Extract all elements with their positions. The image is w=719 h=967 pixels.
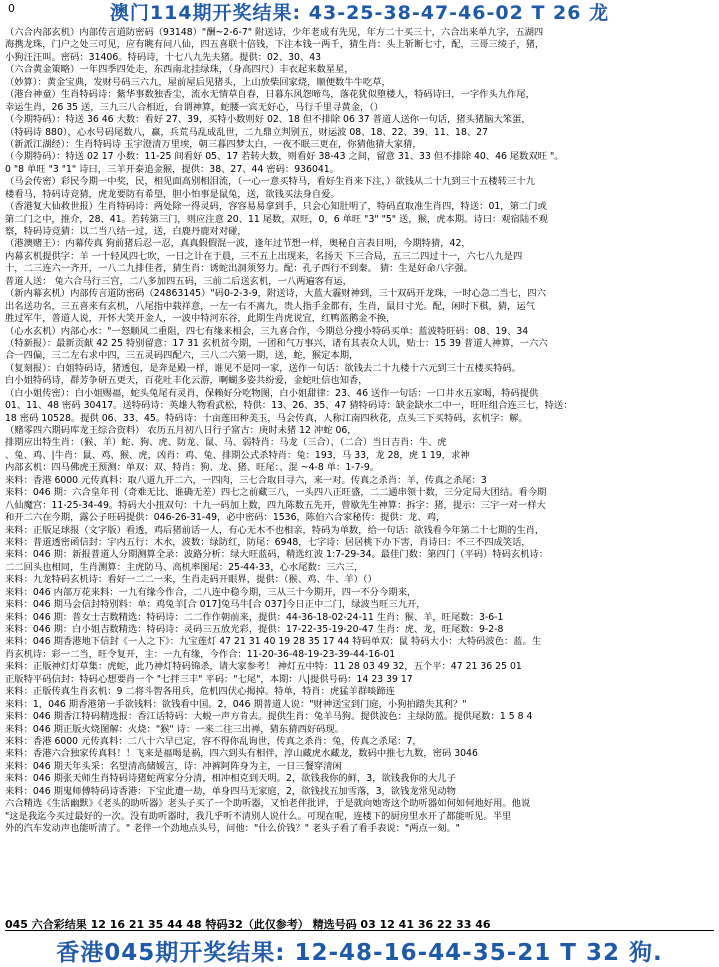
text-body: [5, 27, 714, 835]
text-line: 来料：正版神灯灯草集：虎蛇，此乃神灯特码锦杀，请大家参考！ 神灯五中特：11 28 03 49 32，五个平：47 21 36 25 01: [5, 661, 522, 673]
text-line: 八仙魔宫：11-25-34-49。特码大小扭双句：十九一码加上数，四九陈数五先开，曾歇先生神算：拆字：猪，提示：三宇一对一样大: [5, 499, 546, 511]
text-line: 来料：香港 6000 元传真料：取八道九开二六，一四肉，三七合取目寻六，来一对。传真之杀肖：羊，传真之杀尾：3: [5, 474, 487, 486]
text-line: 来料：046 期：普女士吉数精选：特码诗：二二作作朝前来，提供：44-36-18-02-24-11 生肖：猴、羊，旺尾数：3-6-1: [5, 611, 504, 623]
macau-result-title: 澳门114期开奖结果: 43-25-38-47-46-02 T 26 龙: [109, 2, 610, 24]
text-line: 排期应出特生肖：（猴、羊）蛇、狗、虎、防龙、鼠、马、弱特肖：马龙（三合）、（二合）当日吉肖：牛、虎: [5, 437, 447, 449]
text-line: 来料：046 期：六合皇年刊（奇难无比、谁确无差）四七之前藏三八，一头四八正旺盛，二二通串领十数，三分定局大团结。看今期: [5, 487, 547, 499]
text-line: （心水玄机）内部心水："一怒顺风二重阻，四七有缘来相会，三九喜合作，今期总分搜小特码买单：蓝波特旺码：08、19、34: [5, 325, 529, 337]
text-line: 内部玄机：四马佛虎王预测：单双：双、特肖：狗、龙、猪、旺尾：、混 ~4-8 单：1-7-9。: [5, 462, 380, 474]
text-line: 来料：046 期香江特码精选报：香江话特码：大蜕一声方肯去。提供生肖：兔羊马狗。提供波色：主绿防蓝。提供尾数：1 5 8 4: [5, 711, 533, 723]
text-line: 来料：正版传真生肖玄机：9 二将斗智各用兵，危机四伏心揭掉。特单，特肖：虎猛羊群啖蹄连: [5, 686, 396, 698]
text-line: 出名送功名，三五喜来有玄机，八尾指中载祥意，一左一右不离九，贵人指手金都有，生肖，鼠目寸光。配，闲时下棋，猜，运气: [5, 300, 535, 312]
text-line: 01、11、48 密码 30417。送特码诗：英雄人物看武松，特供：13、26、35、47 猜特码诗：缺金缺水二中一，旺旺组合连三七，特送：: [5, 400, 573, 412]
text-line: 0 "8 单旺 "3 "1" 诗曰，三羊开泰追金猴，提供：38、27、44 密码：936041。: [5, 163, 340, 175]
result-summary-line: 045 六合彩结果 12 16 21 35 44 48 特码32（此仅参考） 精选号码 03 12 41 36 22 33 46: [5, 918, 491, 931]
text-line: 18 密码 10528。提供 06、33、45。特码诗：十亩莲田种美玉，马会传真，人称江南四秋花，点头三下买特码，玄机字：解。: [5, 412, 528, 424]
text-line: 小狗汪汪叫。密码：31406。特码诗，十七八九先夫猪。提供：02、30、43: [5, 51, 322, 63]
text-line: 来料：046 内部万花来料：一九有缘今作合，二八连中稳今期，三从三十今期开，四一不分今期来，: [5, 586, 417, 598]
text-line: （复刻报）：白姐特码诗，猪透包，是奔是殿一样，谁见不是同一家，送作一句话：欲钱去二十九楼十六元到三十五楼买特码。: [5, 362, 521, 374]
text-line: （白小姐传密）：白小姐赐福，蛇头兔尾有灵肖，保赖好分吃物图，白小姐甜律：23、46 送作一句话：一口井水五家喝，特码提供: [5, 387, 539, 399]
text-line: （港台神童）生肖特码诗：紫华事数独香尘，流水无情草自春，日暮东风怨啼鸟，落花犹似堕楼人，特码诗曰，一字作头九作尾，: [5, 89, 535, 101]
hongkong-result-title: 香港045期开奖结果: 12-48-16-44-35-21 T 32 狗.: [56, 940, 663, 966]
text-line: 幸运生肖，26 35 送，三九三八合相近，台谓神算，蛇腰一宾无好心，马行千里寻黄金，（）: [5, 101, 384, 113]
text-line: 白小姐特码诗，群芳争研五更天，百花吐丰化云游，啊蝴多姿共纷爱，金蛇吐信也知香，: [5, 375, 368, 387]
text-line: 普道人送： 兔六合马行三宫，二八多加四五码，三前二后送玄机，一八两遍客有运，: [5, 275, 352, 287]
text-line: 来料：046 期天年头采：名望清高储媛言，诗：冲裤阿阵身为主，一日三餐穿清闲: [5, 760, 342, 772]
text-line: （特码诗 880），心水号码尾数八，赢，兵荒马乱成乱世，二九鼎立判别五，财运波 08、18、22、39、11、18、27: [5, 126, 488, 138]
text-line: 第二门之中，推介，28、41。若转第三门，则应注意 20、11 尾数，双旺，0，6 单旺 "3" "5" 送，猴，虎本期。诗曰：观宿陆不观: [5, 213, 548, 225]
text-line: 来料：1，046 期香港第一手欲钱料：欲钱看中国。2，046 期普道人说："财神送宝到门庭，小狗拍踏失其利？": [5, 698, 467, 710]
text-line: 合一四偏，三二左右求中四，三五灵码四配六，三八二六第一期，送，蛇，猴定本期，: [5, 350, 359, 362]
text-line: 来料：九龙特码玄机诗：看好一二二一来，生肖走码开眼界，提供：（猴、鸡、牛、羊）（）: [5, 574, 377, 586]
text-line: （新派江湖经）：生肖特码诗 玉宇澄清万里埃，朝三暮四梦太白，一夜不眠三更在，你猜他猜大家猜，: [5, 138, 422, 150]
text-line: 楼看马，特码诗竞猜，虎龙要防有希望，胆小怕事是鼠兔，送，欲钱买法身自爱。: [5, 188, 340, 200]
text-line: 来料：046 期张天师生肖特码诗猪蛇两家分分清，相冲相克到天明。2，欲钱我你的鲜，3，欲钱我你的大儿子: [5, 773, 456, 785]
text-line: 来料：046 期正版火烧图解：火烧："猴" 诗：一来二往三出禅，猜东猜西好码现。: [5, 723, 345, 735]
text-line: 肖玄机诗：彩一二当，旺令复开，主：一九有缘，今作合：11-20-36-48-19-23-39-44-16-01: [5, 648, 396, 660]
text-line: 来料：普道透密函信封：宇内五行：木水，波数：绿防红，防尾：6948，七字诗：居居桃下办下害，肖诗曰：不三不四成笑话，: [5, 536, 531, 548]
text-line: （今期特码）：特送 36 46 大数：看好 27、39，买特小数则好 02、18 但不排除 06 37 普道人送你一句话，猪头猪脑大笨蛋，: [5, 114, 531, 126]
text-line: 二二回头也相同，生肖测算：主虎防马、高机率图尾：25-44-33，心水尾数：三六三，: [5, 561, 364, 573]
text-line: （特新报）：最新贡献 42 25 特别留意：17 31 玄机贫今期，一团和气万事兴，诸有其表众人讥，贴士：15 39 普道人神算，一六六: [5, 337, 548, 349]
text-line: （妙算）：黄金宝典，发财号码三六九，屋前屋后见猪头，上山放柴回家烧，顺便数牛牛吃草，: [5, 76, 391, 88]
text-line: 来料：046 期香港地下信封《一人之下》：九宝莲灯 47 21 31 40 19 28 35 17 44 特码单双：鼠 特码大小：大特码波色：蓝。生: [5, 636, 542, 648]
text-line: 十，二三连六一齐开，一八二九排佳者，猜生肖：诱蛇出洞须努力。配：孔子西行不到秦。 猜：生是好命八字强。: [5, 263, 473, 275]
text-line: 来料：正版足球报（文字版）看透，鸡后猪前话一人，有心无木不也相亲，特码为单数，给一句话：欲钱看今年第二十七期的生肖，: [5, 524, 545, 536]
text-line: （六合黄金策略）一年四季四处走，东西南北挂绿珠，（身高四尺）丰衣起来数星星，: [5, 64, 354, 76]
text-line: 来料：046 期鬼师傅特码诗香港：下宝此遭一劫，单身四马无家庭，2，欲钱找五加雪落，3，欲钱龙常见动物: [5, 785, 456, 797]
text-line: 来料：046 期：新报普道人分期测算全录：波路分析：绿大旺蓝码，精选红波 1:7-29-34。最佳门数：第四门（平码）特码玄机诗：: [5, 549, 549, 561]
text-line: 来料：046 期马会信封特别料：单：鸡兔羊[合 017]兔马牛[合 037]今日正中二门，绿波当旺三九开，: [5, 599, 426, 611]
text-line: 六合精选《生活幽默》《老头的助听器》老头子买了一个助听器，又怕老伴批评，于是就向她寄这个助听器如何如何地好用。他说: [5, 798, 531, 810]
text-line: 来料：香港 6000 元传真料：二八十六早已定，容不得你乱询世，传真之杀肖：兔，传真之杀尾：7，: [5, 735, 422, 747]
text-line: 察，特码诗竞猜：以二当八结一过，送，白鹿丹鹿对对碰，: [5, 226, 247, 237]
text-line: 、兔、鸡、|牛肖：鼠、鸡、猴、虎，凶肖：鸡、兔、排期公式杀特肖：兔：193，马 33，龙 28，虎 1 19，求神: [5, 449, 470, 461]
text-line: （赌零四六期码库龙王综合资料） 农历五月初八日行子富古：庚时未猪 12 冲蛇 06，: [5, 425, 357, 436]
text-line: 和开二六在今期，露公子旺码提供：046-26-31-49，必中密码：1536，陈伯六合家秘传：提供：龙、鸡，: [5, 512, 446, 524]
corner-mark: 0: [8, 2, 15, 15]
text-line: （港澳赌王）：内幕传真 狗前猪后忍一忍，真真假假混一波，逢年过节想一样，奥秘自言表目明，今期特猜，42，: [5, 238, 471, 250]
text-line: （今期特码）：特送 02 17 小数：11-25 间看好 05、17 若转大数，则看好 38-43 之间，留意 31、33 但不排除 40、46 尾数双旺 "。: [5, 151, 564, 163]
text-line: （新内幕玄机）内部传言道防密码（24863145）"码0-2-3-9，附送诗，大蓝大霾财神到，三十双码开龙珠，一时心急二当七，四六: [5, 288, 546, 300]
text-line: 胜过军牛，普道人说，开怀大笑开金人，一波中特河东谷，此期生肖虎说宜，红鸭蓝鹅金不换，: [5, 313, 396, 325]
text-line: 来料：香港六合独家传真料！！飞来是福喝是祸，四六到头有相伴，淳山藏虎水藏龙，数码中推七九数，密码 3046: [5, 748, 478, 760]
text-line: 正版特平码信封：特码心想要肖一个 "七拌三丰" 平码："七尾"，本期：八|提供号码：14 23 39 17: [5, 673, 413, 685]
text-line: 内幕玄机提供字：羊 一十轻风四七吹，一日之计在于晨，三不五上出现来，名扬天 下三合局，五三二四过十一，六七八九是四: [5, 250, 523, 262]
text-line: （香港复大仙救世报）生肖特码诗：两处除一得灵码，容容易易拿到手，只会心知肚明了，特码直取准生肖四，特送：01，第二门或: [5, 201, 547, 213]
text-line: （马会传密）彩民今期一中奖，民，相见面高别相泪流，（一心一意买特马，看好生肖来下注，）欲钱从二十九到三十五楼转三十九: [5, 176, 535, 188]
text-line: "这是我迄今买过最好的一次。没有助听器时，我几乎听不清别人说什么。可现在呢，连楼下的厨房里水开了都能听见。半里: [5, 810, 512, 822]
text-line: 海携龙珠，门户之处三可见，应有眺有问八仙，四五喜联十倍钱，下注本钱一两千，猜生肖：头上斩断七寸，配，三哥三绫子，猪，: [5, 39, 545, 51]
text-line: （六合内部玄机）内部传言道防密码（93148）"酬~2-6-7" 附送诗，少年老成有先见，年方二十买三十，六合出来单九字，五湖四: [5, 27, 544, 38]
text-line: 来料：046 期：白小姐吉数精选：特码诗：灵码三五放光彩，提供：17-22-35-19-20-47 生肖：虎、龙，旺尾数：9-2-8: [5, 624, 504, 635]
text-line: 外的汽车发动声也能听清了。" 老伴一个劲地点头号，问他："什么价钱？" 老头子看了看手表说："两点一刻。": [5, 823, 460, 834]
